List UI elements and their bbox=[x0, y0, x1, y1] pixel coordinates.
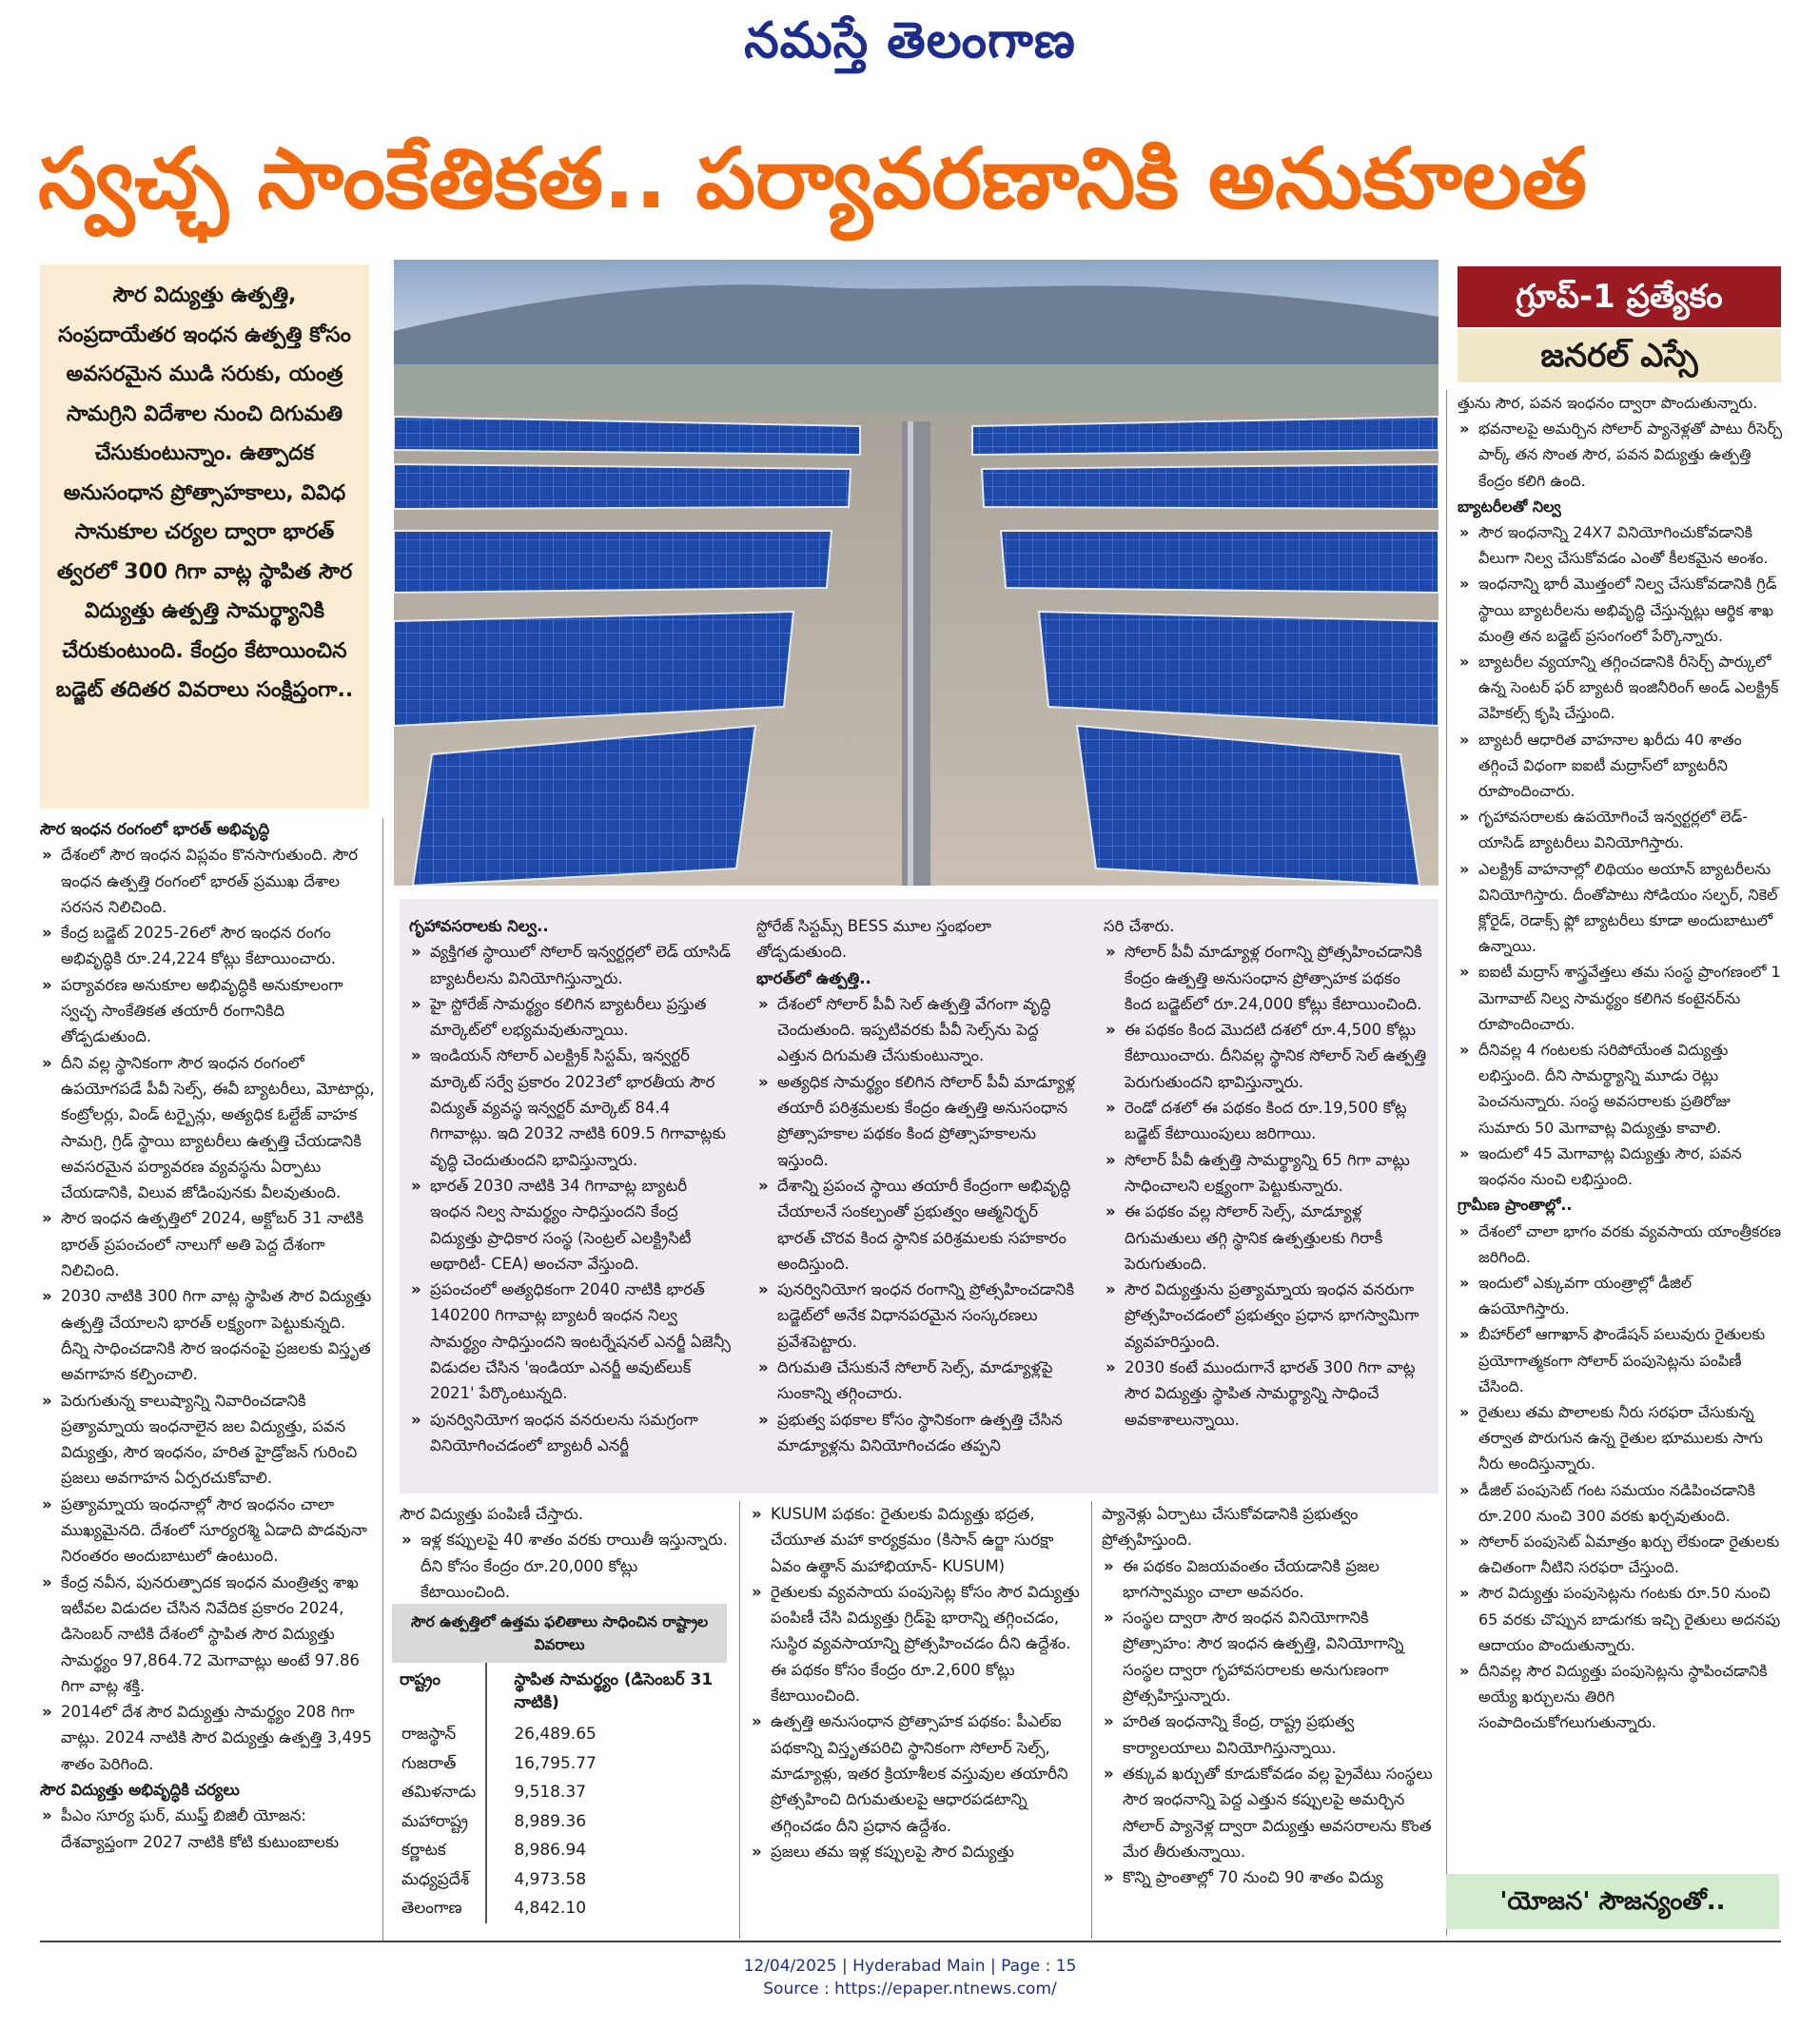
bullet-item: » భారత్ 2030 నాటికి 34 గిగావాట్ల బ్యాటరీ ఇంధన నిల్వ సామర్థ్యం సాధిస్తుందని కేంద్ర విద్యుత్తు ప్రాధికార సంస్థ (సెంట్రల్ ఎలక్ట్రిసిటీ అథారిటీ- CEA) అంచనా వేస్తుంది. bbox=[409, 1173, 733, 1277]
states-capacity-table bbox=[392, 1604, 727, 1937]
bullet-item: » 2030 కంటే ముందుగానే భారత్ 300 గిగా వాట్ల సౌర విద్యుత్తు స్థాపిత సామర్థ్యాన్ని సాధించే అవకాశాలున్నాయి. bbox=[1104, 1355, 1427, 1433]
continued-text: స్టోరేజ్ సిస్టమ్స్ BESS మూల స్తంభంలా తోడ్పడుతుంది. bbox=[756, 917, 992, 962]
section-heading: బ్యాటరీలతో నిల్వ bbox=[1458, 497, 1561, 516]
bullet-item: » పునర్వినియోగ ఇంధన వనరులను సమగ్రంగా వినియోగించడంలో బ్యాటరీ ఎనర్జీ bbox=[409, 1407, 733, 1459]
bullet-item: » డీజిల్ పంపుసెట్ గంట సమయం నడిపించడానికి రూ.200 నుంచి 300 వరకు ఖర్చవుతుంది. bbox=[1458, 1477, 1786, 1529]
bullet-item: » పీఎం సూర్య ఘర్, ముఫ్త్ బిజిలీ యోజన: దేశవ్యాప్తంగా 2027 నాటికి కోటి కుటుంబాలకు bbox=[40, 1803, 375, 1855]
capacity-cell: 26,489.65 bbox=[486, 1720, 727, 1749]
bullet-item: » ఇందులో ఎక్కువగా యంత్రాల్లో డీజిల్ ఉపయోగిస్తారు. bbox=[1458, 1270, 1786, 1321]
bullet-item: » దీనివల్ల సౌర విద్యుత్తు పంపుసెట్లను స్థాపించడానికి అయ్యే ఖర్చులను తిరిగి సంపాదించుకోగలుగుతున్నారు. bbox=[1458, 1658, 1786, 1736]
bullet-item: » ఇందులో 45 మెగావాట్ల విద్యుత్తు సౌర, పవన ఇంధనం నుంచి లభిస్తుంది. bbox=[1458, 1141, 1786, 1192]
bullet-item: » 2014లో దేశ సౌర విద్యుత్తు సామర్థ్యం 208 గిగా వాట్లు. 2024 నాటికి సౌర విద్యుత్తు ఉత్పత్తి 3,495 శాతం పెరిగింది. bbox=[40, 1699, 375, 1777]
bullet-item: » ఉత్పత్తి అనుసంధాన ప్రోత్సాహక పథకం: పీఎల్ఐ పథకాన్ని విస్తృతపరిచి స్థానికంగా సోలార్ సెల్స్, మాడ్యూళ్లు, ఇతర క్రియాశీలక వస్తువుల తయారీని ప్రోత్సహించి దిగుమతులపై ఆధారపడటాన్ని తగ్గించడం దీని ప్రధాన ఉద్దేశం. bbox=[750, 1708, 1083, 1838]
column-divider bbox=[1446, 390, 1447, 1936]
bullet-item: » ఐఐటీ మద్రాస్ శాస్త్రవేత్తలు తమ సంస్థ ప్రాంగణంలో 1 మెగావాట్ నిల్వ సామర్థ్యం కలిగిన కంటైనర్‌ను రూపొందించారు. bbox=[1458, 959, 1786, 1037]
headline: స్వచ్ఛ సాంకేతికత.. పర్యావరణానికి అనుకూలత bbox=[38, 129, 1587, 227]
capacity-cell: 4,842.10 bbox=[486, 1894, 727, 1923]
state-cell: మహారాష్ట్ర bbox=[401, 1811, 468, 1831]
bullet-item: » దిగుమతి చేసుకునే సోలార్ సెల్స్, మాడ్యూళ్లపై సుంకాన్ని తగ్గించారు. bbox=[756, 1355, 1080, 1407]
bullet-item: » తక్కువ ఖర్చుతో కూడుకోవడం వల్ల ప్రైవేటు సంస్థలు సౌర ఇంధనాన్ని పెద్ద ఎత్తున కప్పులపై అమర్చిన సోలార్ ప్యానెళ్ల ద్వారా విద్యుత్తు అవసరాలను కొంత మేర తీరుతున్నాయి. bbox=[1102, 1761, 1435, 1864]
footer-divider bbox=[40, 1941, 1781, 1942]
table-row bbox=[392, 1894, 727, 1923]
bullet-item: » కొన్ని ప్రాంతాల్లో 70 నుంచి 90 శాతం విద్యు bbox=[1102, 1864, 1435, 1890]
bullet-item: » కేంద్ర నవీన, పునరుత్పాదక ఇంధన మంత్రిత్వ శాఖ ఇటీవల విడుదల చేసిన నివేదిక ప్రకారం 2024, డిసెంబర్ నాటికి దేశంలో స్థాపిత సౌర విద్యుత్తు సామర్థ్యం 97,864.72 మెగావాట్లు అంటే 97.86 గిగా వాట్ల శక్తి. bbox=[40, 1570, 375, 1699]
continued-text: సరి చేశారు. bbox=[1104, 917, 1175, 935]
column-4-lower bbox=[1102, 1501, 1435, 1890]
continued-text: ప్యానెళ్లు ఏర్పాటు చేసుకోవడానికి ప్రభుత్వం ప్రోత్సహిస్తుంది. bbox=[1102, 1505, 1359, 1550]
section-heading: గృహావసరాలకు నిల్వ.. bbox=[409, 917, 549, 935]
column-divider bbox=[382, 818, 383, 1941]
continued-text: త్తును సౌర, పవన ఇంధనం ద్వారా పొందుతున్నారు. bbox=[1458, 394, 1758, 412]
capacity-cell: 16,795.77 bbox=[486, 1749, 727, 1779]
bullet-item: » బీహార్‌లో ఆగాఖాన్ ఫౌండేషన్ పలువురు రైతులకు ప్రయోగాత్మకంగా సోలార్ పంపుసెట్లను పంపిణీ చేసింది. bbox=[1458, 1321, 1786, 1399]
state-cell: తెలంగాణ bbox=[401, 1899, 462, 1918]
lavender-column-3 bbox=[1104, 913, 1427, 1433]
table-header-row bbox=[392, 1663, 727, 1720]
intro-box: సౌర విద్యుత్తు ఉత్పత్తి, సంప్రదాయేతర ఇంధన ఉత్పత్తి కోసం అవసరమైన ముడి సరుకు, యంత్ర సామగ్రిని విదేశాల నుంచి దిగుమతి చేసుకుంటున్నాం. ఉత్పాదక అనుసంధాన ప్రోత్సాహకాలు, వివిధ సానుకూల చర్యల ద్వారా భారత్ త్వరలో 300 గిగా వాట్ల స్థాపిత సౌర విద్యుత్తు ఉత్పత్తి సామర్థ్యానికి చేరుకుంటుంది. కేంద్రం కేటాయించిన బడ్జెట్ తదితర వివరాలు సంక్షిప్తంగా.. bbox=[40, 264, 369, 809]
bullet-item: » రెండో దశలో ఈ పథకం కింద రూ.19,500 కోట్ల బడ్జెట్ కేటాయింపులు జరిగాయి. bbox=[1104, 1095, 1427, 1147]
courtesy-box: 'యోజన' సౌజన్యంతో.. bbox=[1446, 1874, 1779, 1929]
column-3-lower bbox=[750, 1501, 1083, 1864]
bullet-item: » దేశంలో సౌర ఇంధన విప్లవం కొనసాగుతుంది. సౌర ఇంధన ఉత్పత్తి రంగంలో భారత్ ప్రముఖ దేశాల సరసన నిలిచింది. bbox=[40, 842, 375, 920]
table-row bbox=[392, 1720, 727, 1749]
continued-text: సౌర విద్యుత్తు పంపిణీ చేస్తారు. bbox=[400, 1505, 584, 1523]
table-title: సౌర ఉత్పత్తిలో ఉత్తమ ఫలితాలు సాధించిన రాష్ట్రాల వివరాలు bbox=[392, 1604, 727, 1663]
state-cell: కర్ణాటక bbox=[401, 1841, 446, 1860]
bullet-item: » రైతులు తమ పొలాలకు నీరు సరఫరా చేసుకున్న తర్వాత పొరుగున ఉన్న రైతుల భూములకు సాగు నీరు అందిస్తున్నారు. bbox=[1458, 1399, 1786, 1477]
bullet-item: » బ్యాటరీల వ్యయాన్ని తగ్గించడానికి రీసెర్చ్ పార్కులో ఉన్న సెంటర్ ఫర్ బ్యాటరీ ఇంజినీరింగ్ అండ్ ఎలక్ట్రిక్ వెహికల్స్ కృషి చేస్తుంది. bbox=[1458, 649, 1786, 727]
table-row bbox=[392, 1749, 727, 1779]
solar-panels-image bbox=[394, 260, 1438, 886]
solar-farm-photo bbox=[394, 260, 1438, 886]
bullet-item: » సంస్థల ద్వారా సౌర ఇంధన వినియోగానికి ప్రోత్సాహం: సౌర ఇంధన ఉత్పత్తి, వినియోగాన్ని సంస్థల ద్వారా గృహావసరాలకు అనుగుణంగా ప్రోత్సహిస్తున్నారు. bbox=[1102, 1605, 1435, 1708]
bullet-item: » దేశంలో చాలా భాగం వరకు వ్యవసాయ యాంత్రీకరణ జరిగింది. bbox=[1458, 1219, 1786, 1270]
bullet-item: » దేశాన్ని ప్రపంచ స్థాయి తయారీ కేంద్రంగా అభివృద్ధి చేయాలనే సంకల్పంతో ప్రభుత్వం ఆత్మనిర్భర్ భారత్ చొరవ కింద స్థానిక పరిశ్రమలకు సహకారం అందిస్తుంది. bbox=[756, 1173, 1080, 1277]
bullet-item: » KUSUM పథకం: రైతులకు విద్యుత్తు భద్రత, చేయూత మహా కార్యక్రమం (కిసాన్ ఉర్జా సురక్షా ఏవం ఉత్థాన్ మహాభియాన్- KUSUM) bbox=[750, 1501, 1083, 1579]
bullet-item: » సౌర ఇంధన ఉత్పత్తిలో 2024, అక్టోబర్ 31 నాటికి భారత్ ప్రపంచంలో నాలుగో అతి పెద్ద దేశంగా నిలిచింది. bbox=[40, 1205, 375, 1283]
column-header-capacity: స్థాపిత సామర్థ్యం (డిసెంబర్ 31 నాటికి) bbox=[486, 1663, 727, 1720]
sidebar-title: గ్రూప్-1 ప్రత్యేకం bbox=[1458, 266, 1781, 327]
bullet-item: » వ్యక్తిగత స్థాయిలో సోలార్ ఇన్వర్టర్లలో లెడ్ యాసిడ్ బ్యాటరీలను వినియోగిస్తున్నారు. bbox=[409, 939, 733, 991]
capacity-cell: 4,973.58 bbox=[486, 1865, 727, 1895]
section-heading: గ్రామీణ ప్రాంతాల్లో.. bbox=[1458, 1196, 1573, 1215]
state-cell: తమిళనాడు bbox=[401, 1783, 477, 1802]
bullet-item: » భవనాలపై అమర్చిన సోలార్ ప్యానెళ్లతో పాటు రీసెర్చ్ పార్క్ తన సొంత సౌర, పవన విద్యుత్తు ఉత్పత్తి కేంద్రం కలిగి ఉంది. bbox=[1458, 416, 1786, 494]
column-1 bbox=[40, 816, 375, 1855]
bullet-item: » ప్రజలు తమ ఇళ్ల కప్పులపై సౌర విద్యుత్తు bbox=[750, 1839, 1083, 1864]
masthead bbox=[0, 0, 1820, 86]
bullet-item: » సోలార్ పీవీ మాడ్యూళ్ల రంగాన్ని ప్రోత్సహించడానికి కేంద్రం ఉత్పత్తి అనుసంధాన ప్రోత్సాహక పథకం కింద బడ్జెట్‌లో రూ.24,000 కోట్లు కేటాయించింది. bbox=[1104, 939, 1427, 1017]
bullet-item: » ఇండియన్ సోలార్ ఎలక్ట్రిక్ సిస్టమ్, ఇన్వర్టర్ మార్కెట్ సర్వే ప్రకారం 2023లో భారతీయ సౌర విద్యుత్ వ్యవస్థ ఇన్వర్టర్ మార్కెట్ 84.4 గిగావాట్లు. ఇది 2032 నాటికి 609.5 గిగావాట్లకు వృద్ధి చెందుతుందని భావిస్తున్నారు. bbox=[409, 1043, 733, 1172]
section-heading: సౌర ఇంధన రంగంలో భారత్ అభివృద్ధి bbox=[40, 820, 270, 838]
bullet-item: » ప్రభుత్వ పథకాల కోసం స్థానికంగా ఉత్పత్తి చేసిన మాడ్యూళ్లను వినియోగించడం తప్పని bbox=[756, 1407, 1080, 1459]
bullet-item: » దీని వల్ల స్థానికంగా సౌర ఇంధన రంగంలో ఉపయోగపడే పీవీ సెల్స్, ఈవీ బ్యాటరీలు, మోటార్లు, కంట్రోలర్లు, విండ్ టర్బైన్లు, అత్యధిక ఓల్టేజ్ వాహక సామగ్రి, గ్రిడ్ స్థాయి బ్యాటరీలు ఉత్పత్తి చేయడానికి అవసరమైన పర్యావరణ వ్యవస్థను ఏర్పాటు చేయడానికి, విలువ జోడింపునకు వీలవుతుంది. bbox=[40, 1050, 375, 1206]
bullet-item: » హై స్టోరేజ్ సామర్థ్యం కలిగిన బ్యాటరీలు ప్రస్తుత మార్కెట్‌లో లభ్యమవుతున్నాయి. bbox=[409, 991, 733, 1044]
bullet-item: » బ్యాటరీ ఆధారిత వాహనాల ఖరీదు 40 శాతం తగ్గించే విధంగా ఐఐటీ మద్రాస్‌లో బ్యాటరీని రూపొందించారు. bbox=[1458, 727, 1786, 805]
bullet-item: » హరిత ఇంధనాన్ని కేంద్ర, రాష్ట్ర ప్రభుత్వ కార్యాలయాలు వినియోగిస్తున్నాయి. bbox=[1102, 1708, 1435, 1761]
bullet-item: » దీనివల్ల 4 గంటలకు సరిపోయేంత విద్యుత్తు లభిస్తుంది. దీని సామర్థ్యాన్ని మూడు రెట్లు పెంచనున్నారు. సంస్థ అవసరాలకు ప్రతిరోజు సుమారు 50 మెగావాట్ల విద్యుత్తు కావాలి. bbox=[1458, 1037, 1786, 1141]
state-cell: గుజరాత్ bbox=[401, 1753, 457, 1773]
bullet-item: » ఈ పథకం కింద మొదటి దశలో రూ.4,500 కోట్లు కేటాయించారు. దీనివల్ల స్థానిక సోలార్ సెల్ ఉత్పత్తి పెరుగుతుందని భావిస్తున్నారు. bbox=[1104, 1017, 1427, 1095]
bullet-item: » పెరుగుతున్న కాలుష్యాన్ని నివారించడానికి ప్రత్యామ్నాయ ఇంధనాలైన జల విద్యుత్తు, పవన విద్యుత్తు, సౌర ఇంధనం, హరిత హైడ్రోజన్ గురించి ప్రజలు అవగాహన ఏర్పరచుకోవాలి. bbox=[40, 1388, 375, 1492]
state-cell: రాజస్థాన్ bbox=[401, 1725, 457, 1744]
bullet-item: » సౌర విద్యుత్తును ప్రత్యామ్నాయ ఇంధన వనరుగా ప్రోత్సహించడంలో ప్రభుత్వం ప్రధాన భాగస్వామిగా వ్యవహరిస్తుంది. bbox=[1104, 1277, 1427, 1355]
table bbox=[392, 1663, 727, 1923]
table-row bbox=[392, 1807, 727, 1837]
bullet-item: » పర్యావరణ అనుకూల అభివృద్ధికి అనుకూలంగా స్వచ్ఛ సాంకేతికత తయారీ రంగానికిది తోడ్పడుతుంది. bbox=[40, 972, 375, 1050]
bullet-item: » కేంద్ర బడ్జెట్ 2025-26లో సౌర ఇంధన రంగం అభివృద్ధికి రూ.24,224 కోట్లు కేటాయించారు. bbox=[40, 920, 375, 972]
capacity-cell: 8,989.36 bbox=[486, 1807, 727, 1837]
bullet-item: » 2030 నాటికి 300 గిగా వాట్ల స్థాపిత సౌర విద్యుత్తు ఉత్పత్తి చేయాలని భారత్ లక్ష్యంగా పెట్టుకున్నది. దీన్ని సాధించడానికి సౌర ఇంధనంపై ప్రజలకు విస్తృత అవగాహన కల్పించాలి. bbox=[40, 1283, 375, 1387]
bullet-item: » ఎలక్ట్రిక్ వాహనాల్లో లిథియం అయాన్ బ్యాటరీలను వినియోగిస్తారు. దీంతోపాటు సోడియం సల్ఫర్, నికెల్ క్లోరైడ్, రెడాక్స్ ఫ్లో బ్యాటరీలు కూడా అందుబాటులో ఉన్నాయి. bbox=[1458, 856, 1786, 960]
bullet-item: » ప్రత్యామ్నాయ ఇంధనాల్లో సౌర ఇంధనం చాలా ముఖ్యమైనది. దేశంలో సూర్యరశ్మి ఏడాది పొడవునా నిరంతరం అందుబాటులో ఉంటుంది. bbox=[40, 1492, 375, 1570]
bullet-item: » సోలార్ పంపుసెట్ ఏమాత్రం ఖర్చు లేకుండా రైతులకు ఉచితంగా నీటిని సరఫరా చేస్తుంది. bbox=[1458, 1529, 1786, 1580]
bullet-item: » సౌర ఇంధనాన్ని 24X7 వినియోగించుకోవడానికి వీలుగా నిల్వ చేసుకోవడం ఎంతో కీలకమైన అంశం. bbox=[1458, 519, 1786, 571]
footer bbox=[0, 1955, 1820, 2000]
bullet-item: » ప్రపంచంలో అత్యధికంగా 2040 నాటికి భారత్ 140200 గిగావాట్ల బ్యాటరీ ఇంధన నిల్వ సామర్థ్యం సాధిస్తుందని ఇంటర్నేషనల్ ఎనర్జీ ఏజెన్సీ విడుదల చేసిన 'ఇండియా ఎనర్జీ అవుట్‌లుక్ 2021' పేర్కొంటున్నది. bbox=[409, 1277, 733, 1406]
column-header-state: రాష్ట్రం bbox=[400, 1670, 441, 1689]
capacity-cell: 8,986.94 bbox=[486, 1836, 727, 1865]
right-column bbox=[1458, 390, 1786, 1736]
bullet-item: » పునర్వినియోగ ఇంధన రంగాన్ని ప్రోత్సహించడానికి బడ్జెట్‌లో అనేక విధానపరమైన సంస్కరణలు ప్రవేశపెట్టారు. bbox=[756, 1277, 1080, 1355]
column-divider bbox=[1091, 1501, 1092, 1939]
footer-date-page: 12/04/2025 | Hyderabad Main | Page : 15 bbox=[743, 1957, 1077, 1976]
lavender-column-2 bbox=[756, 913, 1080, 1458]
bullet-item: » అత్యధిక సామర్థ్యం కలిగిన సోలార్ పీవీ మాడ్యూళ్ల తయారీ పరిశ్రమలకు కేంద్రం ఉత్పత్తి అనుసంధాన ప్రోత్సాహకాల పథకం కింద ప్రోత్సాహకాలను ఇస్తుంది. bbox=[756, 1069, 1080, 1173]
bullet-item: » దేశంలో సోలార్ పీవీ సెల్ ఉత్పత్తి వేగంగా వృద్ధి చెందుతుంది. ఇప్పటివరకు పీవీ సెల్స్‌ను పెద్ద ఎత్తున దిగుమతి చేసుకుంటున్నాం. bbox=[756, 991, 1080, 1069]
table-row bbox=[392, 1865, 727, 1895]
bullet-item: » సౌర విద్యుత్తు పంపుసెట్లను గంటకు రూ.50 నుంచి 65 వరకు చొప్పున బాడుగకు ఇచ్చి రైతులు అదనపు ఆదాయం పొందుతున్నారు. bbox=[1458, 1580, 1786, 1658]
column-divider bbox=[739, 1501, 740, 1939]
footer-source-link[interactable]: Source : https://epaper.ntnews.com/ bbox=[763, 1980, 1057, 1999]
bullet-item: » ఇంధనాన్ని భారీ మొత్తంలో నిల్వ చేసుకోవడానికి గ్రిడ్ స్థాయి బ్యాటరీలను అభివృద్ధి చేస్తున్నట్లు ఆర్థిక శాఖ మంత్రి తన బడ్జెట్ ప్రసంగంలో పేర్కొన్నారు. bbox=[1458, 571, 1786, 649]
bullet-item: » సోలార్ పీవీ ఉత్పత్తి సామర్థ్యాన్ని 65 గిగా వాట్లు సాధించాలని లక్ష్యంగా పెట్టుకున్నారు. bbox=[1104, 1147, 1427, 1200]
sidebar-subtitle: జనరల్ ఎస్సే bbox=[1458, 329, 1781, 382]
bullet-item: » గృహావసరాలకు ఉపయోగించే ఇన్వర్టర్లలో లెడ్-యాసిడ్ బ్యాటరీలు వినియోగిస్తారు. bbox=[1458, 804, 1786, 855]
bullet-item: » ఈ పథకం విజయవంతం చేయడానికి ప్రజల భాగస్వామ్యం చాలా అవసరం. bbox=[1102, 1553, 1435, 1606]
table-row bbox=[392, 1836, 727, 1865]
table-row bbox=[392, 1778, 727, 1807]
masthead-logo: నమస్తే తెలంగాణ bbox=[744, 11, 1076, 69]
bullet-item: » ఇళ్ల కప్పులపై 40 శాతం వరకు రాయితీ ఇస్తున్నారు. దీని కోసం కేంద్రం రూ.20,000 కోట్లు కేటాయించింది. bbox=[400, 1527, 728, 1605]
section-heading: భారత్‌లో ఉత్పత్తి.. bbox=[756, 968, 871, 987]
bullet-item: » ఈ పథకం వల్ల సోలార్ సెల్స్, మాడ్యూళ్ల దిగుమతులు తగ్గి స్థానిక ఉత్పత్తులకు గిరాకీ పెరుగుతుంది. bbox=[1104, 1199, 1427, 1277]
capacity-cell: 9,518.37 bbox=[486, 1778, 727, 1807]
bullet-item: » రైతులకు వ్యవసాయ పంపుసెట్ల కోసం సౌర విద్యుత్తు పంపిణీ చేసి విద్యుత్తు గ్రిడ్‌పై భారాన్ని తగ్గించడం, సుస్థిర వ్యవసాయాన్ని ప్రోత్సహించడం దీని ఉద్దేశం. ఈ పథకం కోసం కేంద్రం రూ.2,600 కోట్లు కేటాయించింది. bbox=[750, 1579, 1083, 1708]
section-heading: సౌర విద్యుత్తు అభివృద్ధికి చర్యలు bbox=[40, 1780, 240, 1799]
state-cell: మధ్యప్రదేశ్ bbox=[401, 1869, 470, 1889]
column-2-lower bbox=[400, 1501, 728, 1605]
lavender-column-1 bbox=[409, 913, 733, 1458]
